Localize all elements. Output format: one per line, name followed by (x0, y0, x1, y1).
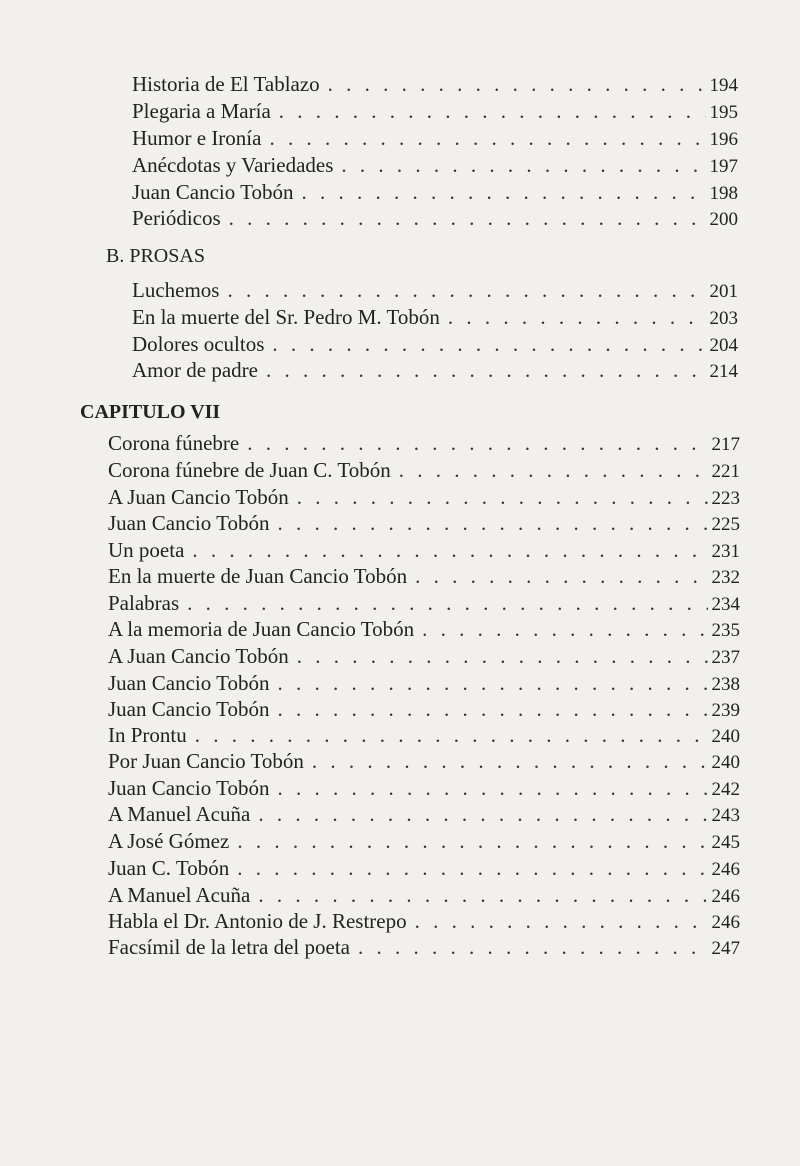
section-heading: B. PROSAS (106, 245, 205, 267)
entry-title: Juan Cancio Tobón (108, 697, 270, 721)
dot-leader (258, 882, 707, 908)
toc-entry (108, 908, 740, 936)
entry-title: In Prontu (108, 723, 187, 747)
entry-page: 195 (709, 102, 738, 123)
toc-entry (108, 882, 740, 910)
dot-leader (229, 205, 706, 231)
entry-title: Corona fúnebre de Juan C. Tobón (108, 458, 391, 482)
entry-page: 235 (711, 620, 740, 641)
entry-page: 198 (709, 183, 738, 204)
entry-page: 203 (709, 308, 738, 329)
chapter-heading: CAPITULO VII (80, 401, 221, 423)
toc-entry (108, 616, 740, 644)
toc-entry (108, 643, 740, 671)
dot-leader (358, 934, 708, 960)
entry-title: Corona fúnebre (108, 431, 240, 455)
toc-entry (108, 457, 740, 485)
dot-leader (277, 775, 707, 801)
toc-entry (108, 696, 740, 724)
entry-title: A José Gómez (108, 829, 230, 853)
entry-page: 247 (711, 938, 740, 959)
dot-leader (277, 670, 707, 696)
toc-entry (108, 670, 740, 698)
toc-entry (108, 510, 740, 538)
toc-entry (132, 205, 738, 233)
toc-entry (132, 98, 738, 126)
entry-title: Dolores ocultos (132, 332, 265, 356)
entry-title: En la muerte de Juan Cancio Tobón (108, 564, 408, 588)
dot-leader (192, 537, 707, 563)
entry-page: 238 (711, 674, 740, 695)
entry-title: Amor de padre (132, 358, 258, 382)
entry-title: Juan Cancio Tobón (108, 671, 270, 695)
entry-title: Un poeta (108, 538, 185, 562)
entry-page: 239 (711, 700, 740, 721)
entry-title: Palabras (108, 591, 180, 615)
entry-title: A Manuel Acuña (108, 802, 251, 826)
entry-page: 243 (711, 805, 740, 826)
entry-title: Juan Cancio Tobón (132, 180, 294, 204)
dot-leader (269, 125, 705, 151)
entry-page: 196 (709, 129, 738, 150)
entry-title: A Juan Cancio Tobón (108, 644, 289, 668)
entry-page: 201 (709, 281, 738, 302)
entry-title: Periódicos (132, 206, 221, 230)
entry-page: 214 (709, 361, 738, 382)
entry-title: Habla el Dr. Antonio de J. Restrepo (108, 909, 407, 933)
dot-leader (279, 98, 706, 124)
toc-entry (132, 125, 738, 153)
entry-page: 194 (709, 75, 738, 96)
toc-entry (108, 801, 740, 829)
entry-title: A Manuel Acuña (108, 883, 251, 907)
entry-title: Historia de El Tablazo (132, 72, 320, 96)
entry-page: 246 (711, 886, 740, 907)
dot-leader (247, 430, 707, 456)
entry-page: 221 (711, 461, 740, 482)
entry-page: 217 (711, 434, 740, 455)
dot-leader (237, 855, 707, 881)
toc-entry (132, 152, 738, 180)
entry-title: Juan Cancio Tobón (108, 776, 270, 800)
toc-entry (132, 357, 738, 385)
entry-page: 246 (711, 859, 740, 880)
dot-leader (297, 643, 708, 669)
dot-leader (399, 457, 708, 483)
entry-page: 240 (711, 752, 740, 773)
entry-page: 232 (711, 567, 740, 588)
toc-entry (108, 430, 740, 458)
entry-title: A la memoria de Juan Cancio Tobón (108, 617, 415, 641)
entry-title: Humor e Ironía (132, 126, 262, 150)
dot-leader (277, 696, 707, 722)
toc-entry (108, 855, 740, 883)
entry-title: Por Juan Cancio Tobón (108, 749, 304, 773)
toc-entry (108, 590, 740, 618)
dot-leader (448, 304, 706, 330)
toc-entry (108, 722, 740, 750)
toc-entry (132, 277, 738, 305)
entry-page: 204 (709, 335, 738, 356)
entry-title: Plegaria a María (132, 99, 271, 123)
dot-leader (187, 590, 707, 616)
dot-leader (301, 179, 705, 205)
toc-entry (132, 331, 738, 359)
entry-title: Facsímil de la letra del poeta (108, 935, 350, 959)
dot-leader (227, 277, 705, 303)
dot-leader (266, 357, 706, 383)
entry-page: 245 (711, 832, 740, 853)
entry-page: 223 (711, 488, 740, 509)
entry-title: Anécdotas y Variedades (132, 153, 334, 177)
entry-page: 242 (711, 779, 740, 800)
dot-leader (312, 748, 708, 774)
entry-page: 231 (711, 541, 740, 562)
dot-leader (415, 563, 707, 589)
entry-page: 240 (711, 726, 740, 747)
toc-entry (108, 484, 740, 512)
entry-page: 246 (711, 912, 740, 933)
dot-leader (422, 616, 707, 642)
dot-leader (415, 908, 708, 934)
toc-entry (108, 828, 740, 856)
toc-entry (108, 775, 740, 803)
dot-leader (272, 331, 705, 357)
entry-page: 200 (709, 209, 738, 230)
toc-entry (108, 563, 740, 591)
toc-entry (132, 179, 738, 207)
toc-entry (108, 748, 740, 776)
entry-page: 237 (711, 647, 740, 668)
entry-title: Juan C. Tobón (108, 856, 230, 880)
toc-entry (132, 304, 738, 332)
entry-page: 234 (711, 594, 740, 615)
entry-title: Luchemos (132, 278, 220, 302)
entry-title: En la muerte del Sr. Pedro M. Tobón (132, 305, 440, 329)
entry-title: A Juan Cancio Tobón (108, 485, 289, 509)
toc-entry (108, 934, 740, 962)
dot-leader (341, 152, 705, 178)
entry-title: Juan Cancio Tobón (108, 511, 270, 535)
dot-leader (328, 71, 706, 97)
dot-leader (195, 722, 708, 748)
dot-leader (297, 484, 708, 510)
entry-page: 225 (711, 514, 740, 535)
dot-leader (237, 828, 707, 854)
toc-entry (108, 537, 740, 565)
toc-entry (132, 71, 738, 99)
dot-leader (277, 510, 707, 536)
entry-page: 197 (709, 156, 738, 177)
dot-leader (258, 801, 707, 827)
